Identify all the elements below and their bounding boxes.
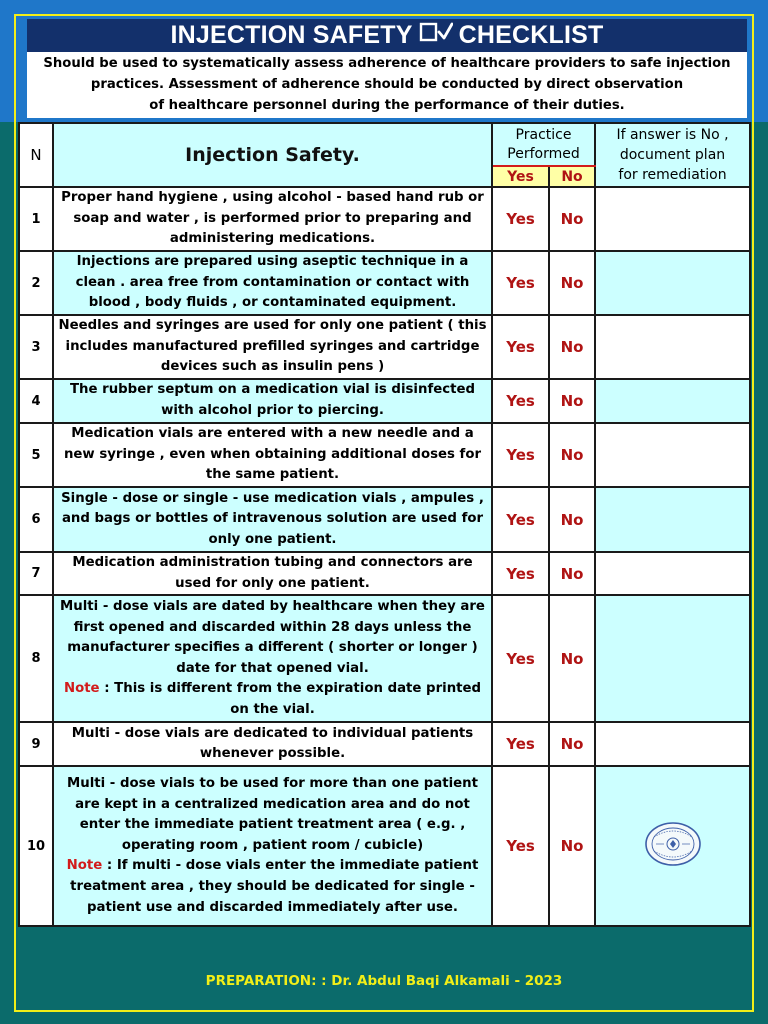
note-text: : This is different from the expiration date printed on the vial. (99, 681, 482, 717)
no-option[interactable]: No (549, 423, 595, 487)
yes-option[interactable]: Yes (492, 379, 549, 423)
yes-option[interactable]: Yes (492, 552, 549, 595)
yes-option[interactable]: Yes (492, 722, 549, 766)
row-number: 2 (19, 251, 53, 315)
injection-safety-checklist-table (18, 122, 751, 927)
remediation-cell[interactable] (595, 187, 750, 251)
yes-option[interactable]: Yes (492, 595, 549, 722)
no-option[interactable]: No (549, 595, 595, 722)
remediation-cell[interactable] (595, 766, 750, 926)
no-option[interactable]: No (549, 552, 595, 595)
remediation-cell[interactable] (595, 315, 750, 379)
yes-option[interactable]: Yes (492, 423, 549, 487)
remediation-cell[interactable] (595, 722, 750, 766)
row-item-note (64, 681, 481, 717)
yes-option[interactable]: Yes (492, 315, 549, 379)
checkbox-check-icon (419, 21, 453, 50)
row-item-text: Medication vials are entered with a new needle and a new syringe , even when obtaining additional doses for the same patient. (53, 423, 492, 487)
header-remediation-line: document plan (619, 147, 726, 163)
table-row (19, 487, 750, 552)
row-item-text (53, 766, 492, 926)
remediation-cell[interactable] (595, 379, 750, 423)
table-row (19, 595, 750, 722)
no-option[interactable]: No (549, 315, 595, 379)
no-option[interactable]: No (549, 722, 595, 766)
table-row (19, 251, 750, 315)
row-item-text: The rubber septum on a medication vial is disinfected with alcohol prior to piercing. (53, 379, 492, 423)
title-right-text: CHECKLIST (458, 21, 604, 49)
note-label: Note (63, 681, 100, 697)
header-remediation-line: If answer is No , (616, 127, 729, 143)
note-text: : If multi - dose vials enter the immediate patient treatment area , they should be dedicated for single - patient use and discarded immediately after use. (70, 858, 479, 915)
intro-line: practices. Assessment of adherence should be conducted by direct observation (90, 77, 684, 92)
row-number: 5 (19, 423, 53, 487)
remediation-cell[interactable] (595, 595, 750, 722)
note-label: Note (66, 858, 103, 874)
no-option[interactable]: No (549, 766, 595, 926)
row-number: 8 (19, 595, 53, 722)
intro-line: Should be used to systematically assess adherence of healthcare providers to safe injection (43, 56, 731, 71)
title-left-text: INJECTION SAFETY (170, 21, 413, 49)
row-item-text: Medication administration tubing and connectors are used for only one patient. (53, 552, 492, 595)
intro-line: of healthcare personnel during the performance of their duties. (149, 98, 625, 113)
table-row (19, 766, 750, 926)
table-row (19, 423, 750, 487)
remediation-cell[interactable] (595, 552, 750, 595)
header-number: N (19, 123, 53, 187)
row-number: 3 (19, 315, 53, 379)
table-row (19, 552, 750, 595)
row-item-main-text: Multi - dose vials are dated by healthcare when they are first opened and discarded within 28 days unless the manufacturer specifies a different ( shorter or longer ) date for that opened vial. (60, 598, 485, 676)
row-item-note (67, 858, 479, 914)
no-option[interactable]: No (549, 379, 595, 423)
row-item-text: Single - dose or single - use medication vials , ampules , and bags or bottles of intravenous solution are used for only one patient. (53, 487, 492, 552)
row-item-text: Needles and syringes are used for only one patient ( this includes manufactured prefilled syringes and cartridge devices such as insulin pens ) (53, 315, 492, 379)
table-row (19, 722, 750, 766)
preparation-credit: PREPARATION: : Dr. Abdul Baqi Alkamali - 2023 (205, 973, 563, 989)
page-title (27, 19, 747, 52)
remediation-cell[interactable] (595, 423, 750, 487)
header-remediation (595, 123, 750, 187)
no-option[interactable]: No (549, 487, 595, 552)
table-row (19, 187, 750, 251)
header-practice-performed (492, 123, 595, 166)
header-remediation-line: for remediation (618, 167, 727, 183)
no-option[interactable]: No (549, 187, 595, 251)
header-injection-safety: Injection Safety. (53, 123, 492, 187)
yes-option[interactable]: Yes (492, 487, 549, 552)
official-seal-stamp (644, 821, 702, 867)
row-number: 7 (19, 552, 53, 595)
header-no: No (549, 166, 595, 187)
row-number: 1 (19, 187, 53, 251)
row-item-main-text: Multi - dose vials to be used for more than one patient are kept in a centralized medication area and do not enter the immediate patient treatment area ( e.g. , operating room , patient room / cubicle) (67, 776, 478, 853)
no-option[interactable]: No (549, 251, 595, 315)
table-row (19, 379, 750, 423)
header-practice-line: Performed (507, 145, 580, 162)
yes-option[interactable]: Yes (492, 187, 549, 251)
row-number: 6 (19, 487, 53, 552)
row-item-text: Multi - dose vials are dedicated to individual patients whenever possible. (53, 722, 492, 766)
row-number: 10 (19, 766, 53, 926)
intro-paragraph (27, 52, 747, 118)
row-number: 9 (19, 722, 53, 766)
header-yes: Yes (492, 166, 549, 187)
row-number: 4 (19, 379, 53, 423)
remediation-cell[interactable] (595, 487, 750, 552)
remediation-cell[interactable] (595, 251, 750, 315)
row-item-text: Injections are prepared using aseptic technique in a clean . area free from contamination or contact with blood , body fluids , or contaminated equipment. (53, 251, 492, 315)
row-item-text: Proper hand hygiene , using alcohol - based hand rub or soap and water , is performed prior to preparing and administering medications. (53, 187, 492, 251)
row-item-text (53, 595, 492, 722)
yes-option[interactable]: Yes (492, 251, 549, 315)
table-row (19, 315, 750, 379)
header-practice-line: Practice (515, 126, 572, 143)
yes-option[interactable]: Yes (492, 766, 549, 926)
